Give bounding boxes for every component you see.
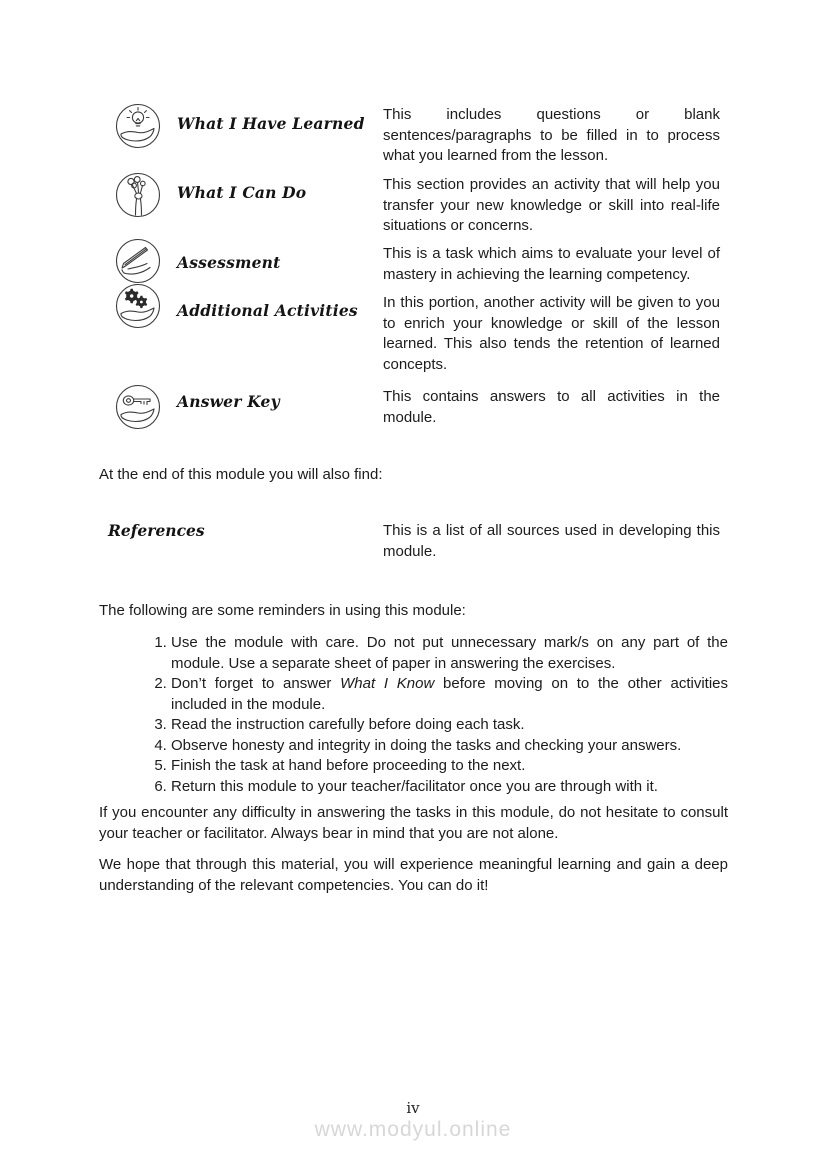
reminder-item: 1. Use the module with care. Do not put unnecessary mark/s on any part of the module. Use a separate sheet of paper in answering the exercises. (171, 633, 728, 674)
legend-label: Answer Key (177, 392, 280, 411)
reminder-item: 4. Observe honesty and integrity in doing the tasks and checking your answers. (171, 736, 728, 757)
reminder-item: 6. Return this module to your teacher/facilitator once you are through with it. (171, 777, 728, 798)
hand-writing-pen-icon (115, 238, 161, 284)
legend-label: What I Have Learned (177, 114, 365, 133)
hope-paragraph: We hope that through this material, you will experience meaningful learning and gain a deep understanding of the relevant competencies. You can do it! (99, 856, 728, 894)
hand-holding-flowers-icon (115, 172, 161, 218)
legend-description: This section provides an activity that will help you transfer your new knowledge or skill into real-life situations or concerns. (383, 176, 720, 234)
watermark: www.modyul.online (314, 1118, 512, 1141)
legend-description: This is a task which aims to evaluate your level of mastery in achieving the learning competency. (383, 245, 720, 283)
legend-label: What I Can Do (177, 183, 307, 202)
also-find-intro: At the end of this module you will also find: (99, 466, 383, 483)
reminder-emphasis: What I Know (340, 675, 435, 692)
key-over-hand-icon (115, 384, 161, 430)
bulb-over-hand-icon (115, 103, 161, 149)
legend-description: This contains answers to all activities in the module. (383, 388, 720, 426)
reminder-item: 3. Read the instruction carefully before doing each task. (171, 715, 728, 736)
references-description: This is a list of all sources used in developing this module. (383, 522, 720, 560)
references-label: References (108, 521, 205, 540)
legend-description: This includes questions or blank sentences/paragraphs to be filled in to process what you learned from the lesson. (383, 106, 720, 164)
reminders-list (99, 633, 728, 797)
reminder-item: 2. Don’t forget to answer What I Know before moving on to the other activities included in the module. (171, 674, 728, 715)
legend-label: Additional Activities (177, 301, 358, 320)
reminder-item: 5. Finish the task at hand before proceeding to the next. (171, 756, 728, 777)
reminders-intro: The following are some reminders in using this module: (99, 602, 466, 619)
consult-paragraph: If you encounter any difficulty in answering the tasks in this module, do not hesitate to consult your teacher or facilitator. Always bear in mind that you are not alone. (99, 804, 728, 842)
gears-over-hand-icon (115, 283, 161, 329)
page-number: iv (406, 1099, 420, 1117)
legend-label: Assessment (177, 253, 281, 272)
legend-description: In this portion, another activity will be given to you to enrich your knowledge or skill of the lesson learned. This also tends the retention of learned concepts. (383, 294, 720, 373)
